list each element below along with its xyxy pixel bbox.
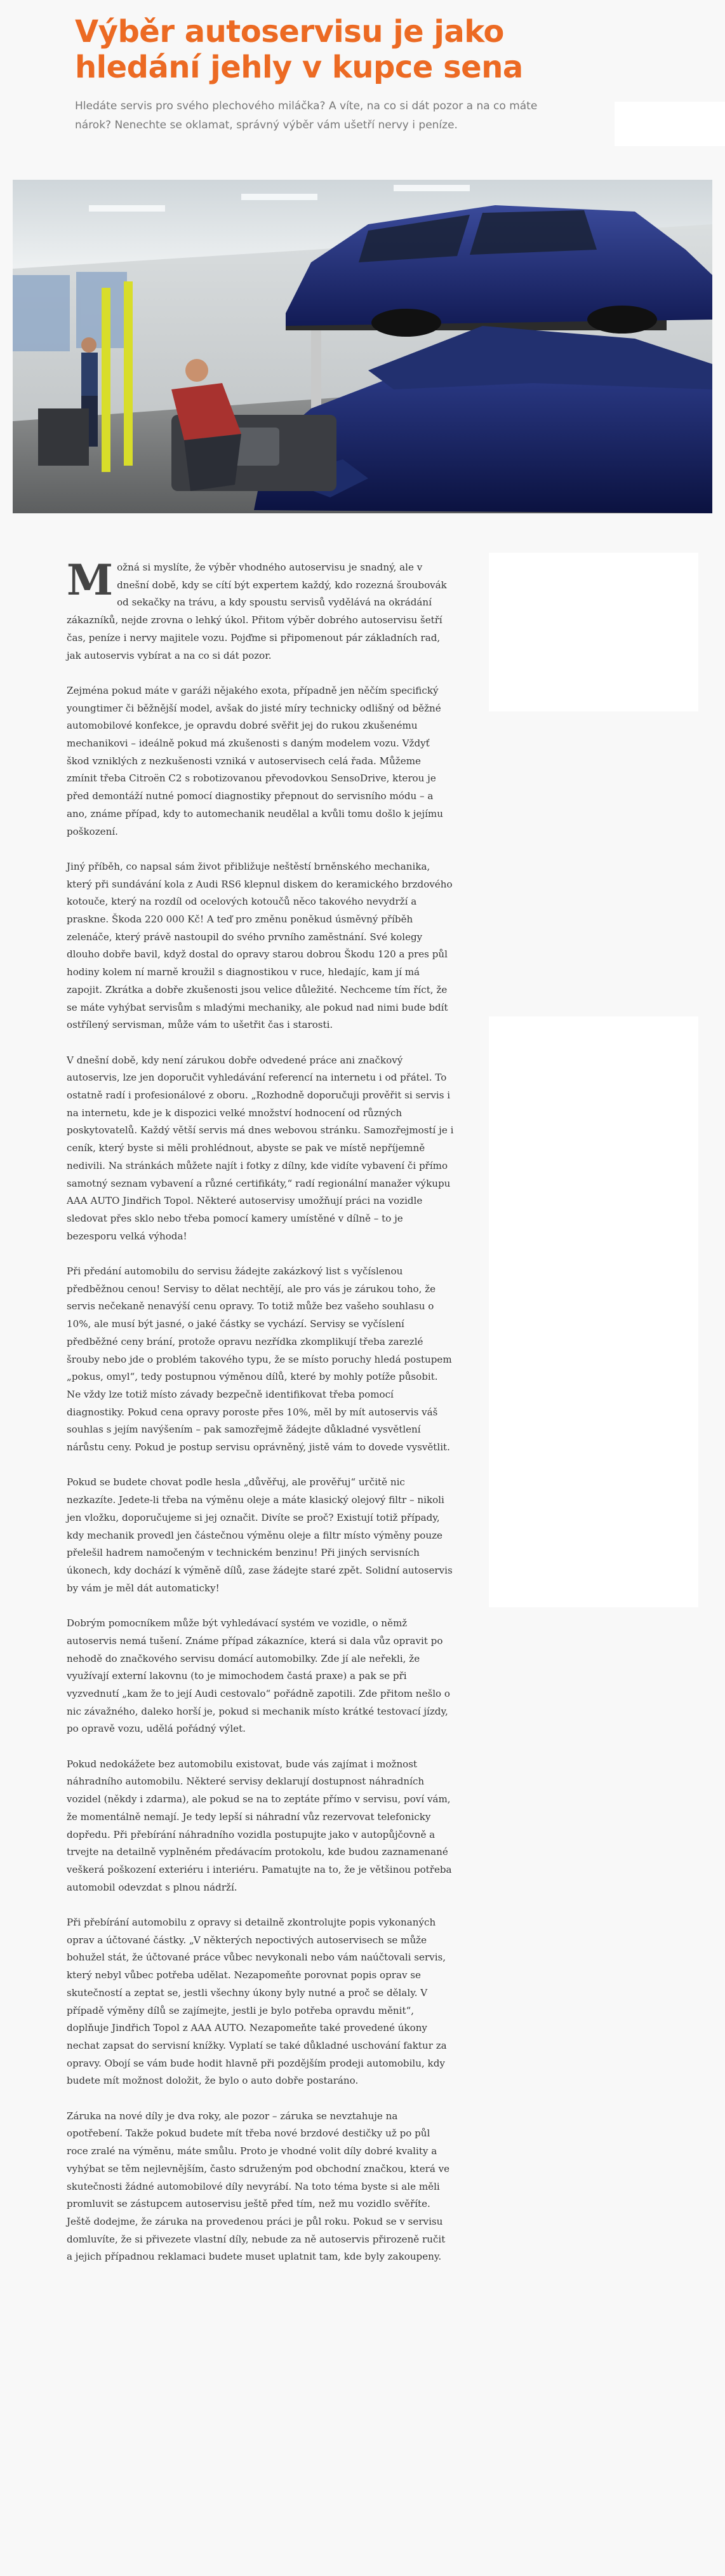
side-box bbox=[615, 102, 725, 146]
paragraph: Dobrým pomocníkem může být vyhledávací systém ve vozidle, o němž autoservis nemá tušení. Známe případ zákazníce, která si dala vůz opravit po nehodě do značkového servisu domácí automobilky. Zde jí ale neřekli, že využívají externí lakovnu (to je mimochodem častá praxe) a pak se při vyzvednutí „kam že to její Audi cestovalo“ pořádně zapotili. Zde přitom nešlo o nic závažného, daleko horší je, pokud si mechanik místo krátké testovací jízdy, po opravě vozu, udělá pořádný výlet. bbox=[67, 1617, 451, 1735]
article-body bbox=[67, 555, 454, 2284]
paragraph: Pokud nedokážete bez automobilu existovat, bude vás zajímat i možnost náhradního automobilu. Některé servisy deklarují dostupnost náhradních vozidel (někdy i zdarma), ale pokud se na to zeptáte přímo v servisu, poví vám, že momentálně nemají. Je tedy lepší si náhradní vůz rezervovat telefonicky dopředu. Při přebírání náhradního vozidla postupujte jako v autopůjčovně a trvejte na detailně vyplněném předávacím protokolu, kde budou zaznamenané veškerá poškození exteriéru i interiéru. Pamatujte na to, že je většinou potřeba automobil odevzdat s plnou nádrží. bbox=[67, 1758, 452, 1893]
sidebar-ad-slot bbox=[489, 553, 698, 711]
sidebar-ad-slot bbox=[489, 1016, 698, 1607]
paragraph: Pokud se budete chovat podle hesla „důvěřuj, ale prověřuj“ určitě nic nezkazíte. Jedete-li třeba na výměnu oleje a máte klasický olejový filtr – nikoli jen vložku, doporučujeme si jej označit. Divíte se proč? Existují totiž případy, kdy mechanik provedl jen částečnou výměnu oleje a filtr místo výměny pouze přelešil hadrem namočeným v technickém benzinu! Při jiných servisních úkonech, kdy dochází k výměně dílů, zase žádejte staré zpět. Solidní autoservis by vám je měl dát automaticky! bbox=[67, 1476, 453, 1594]
article-perex: Hledáte servis pro svého plechového miláčka? A víte, na co si dát pozor a na co máte nárok? Nenechte se oklamat, správný výběr vám ušetří nervy i peníze. bbox=[75, 100, 538, 131]
drop-cap: M bbox=[67, 555, 114, 605]
paragraph: V dnešní době, kdy není zárukou dobře odvedené práce ani značkový autoservis, lze jen doporučit vyhledávání referencí na internetu i od přátel. To ostatně radí i profesionálové z oboru. „Rozhodně doporučuji prověřit si servis i na internetu, kde je k dispozici velké množství hodnocení od různých poskytovatelů. Každý větší servis má dnes webovou stránku. Samozřejmostí je i ceník, který byste si měli prohlédnout, abyste se pak ve místě nepříjemně nedivili. Na stránkách můžete najít i fotky z dílny, kde vidíte vybavení či přímo samotný seznam vybavení a různé certifikáty,“ radí regionální manažer výkupu AAA AUTO Jindřich Topol. Některé autoservisy umožňují práci na vozidle sledovat přes sklo nebo třeba pomocí kamery umístěné v dílně – to je bezesporu velká výhoda! bbox=[67, 1054, 454, 1242]
paragraph: Jiný příběh, co napsal sám život přibližuje neštěstí brněnského mechanika, který při sundávání kola z Audi RS6 klepnul diskem do keramického brzdového kotouče, který na rozdíl od ocelových kotoučů něco takového nevydrží a praskne. Škoda 220 000 Kč! A teď pro změnu poněkud úsměvný příběh zelenáče, který právě nastoupil do svého prvního zaměstnání. Své kolegy dlouho dobře bavil, když dostal do opravy starou dobrou Škodu 120 a pres půl hodiny kolem ní marně kroužil s diagnostikou v ruce, hledajíc, kam jí má zapojit. Zkrátka a dobře zkušenosti jsou velice důležité. Nechceme tím říct, že se máte vyhýbat servisům s mladými mechaniky, ale pokud nad nimi bude bdít ostřílený servisman, může vám to ušetřit čas i starosti. bbox=[67, 860, 453, 1031]
paragraph: Při přebírání automobilu z opravy si detailně zkontrolujte popis vykonaných oprav a účtované částky. „V některých nepoctivých autoservisech se může bohužel stát, že účtované práce vůbec nevykonali nebo vám naúčtovali servis, který nebyl vůbec potřeba udělat. Nezapomeňte porovnat popis oprav se skutečností a zeptat se, jestli všechny úkony byly nutné a proč se dělaly. V případě výměny dílů se zajímejte, jestli je bylo potřeba opravdu měnit“, doplňuje Jindřich Topol z AAA AUTO. Nezapomeňte také provedené úkony nechat zapsat do servisní knížky. Vyplatí se také důkladné uschování faktur za opravy. Obojí se vám bude hodit hlavně při pozdějším prodeji automobilu, kdy budete mít možnost doložit, že bylo o auto dobře postaráno. bbox=[67, 1917, 447, 2087]
paragraph: Při předání automobilu do servisu žádejte zakázkový list s vyčíslenou předběžnou cenou! Servisy to dělat nechtějí, ale pro vás je zárukou toho, že servis nečekaně nenavýší cenu opravy. To totiž může bez vašeho souhlasu o 10%, ale musí být jasné, o jaké částky se vychází. Servisy se vyčíslení předběžné ceny brání, protože opravu nezřídka zkomplikují třeba zarezlé šrouby nebo jde o problém takového typu, že se místo poruchy hledá postupem „pokus, omyl“, tedy postupnou výměnou dílů, které by mohly potíže působit. Ne vždy lze totiž místo závady bezpečně identifikovat třeba pomocí diagnostiky. Pokud cena opravy poroste přes 10%, měl by mít autoservis váš souhlas s jejím navýšením – pak samozřejmě žádejte důkladné vysvětlení nárůstu ceny. Pokud je postup servisu oprávněný, jistě vám to dovede vysvětlit. bbox=[67, 1265, 452, 1453]
page-title: Výběr autoservisu je jako hledání jehly v kupce sena bbox=[75, 14, 523, 85]
paragraph: Záruka na nové díly je dva roky, ale pozor – záruka se nevztahuje na opotřebení. Takže pokud budete mít třeba nové brzdové destičky už po půl roce zralé na výměnu, máte smůlu. Proto je vhodné volit díly dobré kvality a vyhýbat se těm nejlevnějším, často sdruženým pod obchodní značkou, která ve skutečnosti žádné automobilové díly nevyrábí. Na toto téma byste si ale měli promluvit se zástupcem autoservisu ještě před tím, než mu vozidlo svěříte. Ještě dodejme, že záruka na provedenou práci je půl roku. Pokud se v servisu domluvíte, že si přivezete vlastní díly, nebude za ně autoservis přirozeně ručit a jejich případnou reklamaci budete muset uplatnit tam, kde byly zakoupeny. bbox=[67, 2110, 450, 2263]
paragraph: Zejména pokud máte v garáži nějakého exota, případně jen něčím specifický youngtimer či běžnější model, avšak do jisté míry technicky odlišný od běžné automobilové konfekce, je opravdu dobré svěřit jej do rukou zkušenému mechanikovi – ideálně pokud má zkušenosti s daným modelem vozu. Vždyť škod vzniklých z nezkušenosti vzniká v autoservisech celá řada. Můžeme zmínit třeba Citroën C2 s robotizovanou převodovkou SensoDrive, kterou je před demontáží nutné pomocí diagnostiky přepnout do servisního módu – a ano, známe případ, kdy to automechanik neudělal a kvůli tomu došlo k jejímu poškození. bbox=[67, 684, 443, 837]
paragraph: Možná si myslíte, že výběr vhodného autoservisu je snadný, ale v dnešní době, kdy se cítí být expertem každý, kdo rozezná šroubovák od sekačky na trávu, a kdy spoustu servisů vydělává na okrádání zákazníků, nejde zrovna o lehký úkol. Přitom výběr dobrého autoservisu šetří čas, peníze i nervy majitele vozu. Pojďme si připomenout pár základních rad, jak autoservis vybírat a na co si dát pozor. bbox=[67, 555, 447, 661]
hero-image bbox=[13, 180, 712, 513]
